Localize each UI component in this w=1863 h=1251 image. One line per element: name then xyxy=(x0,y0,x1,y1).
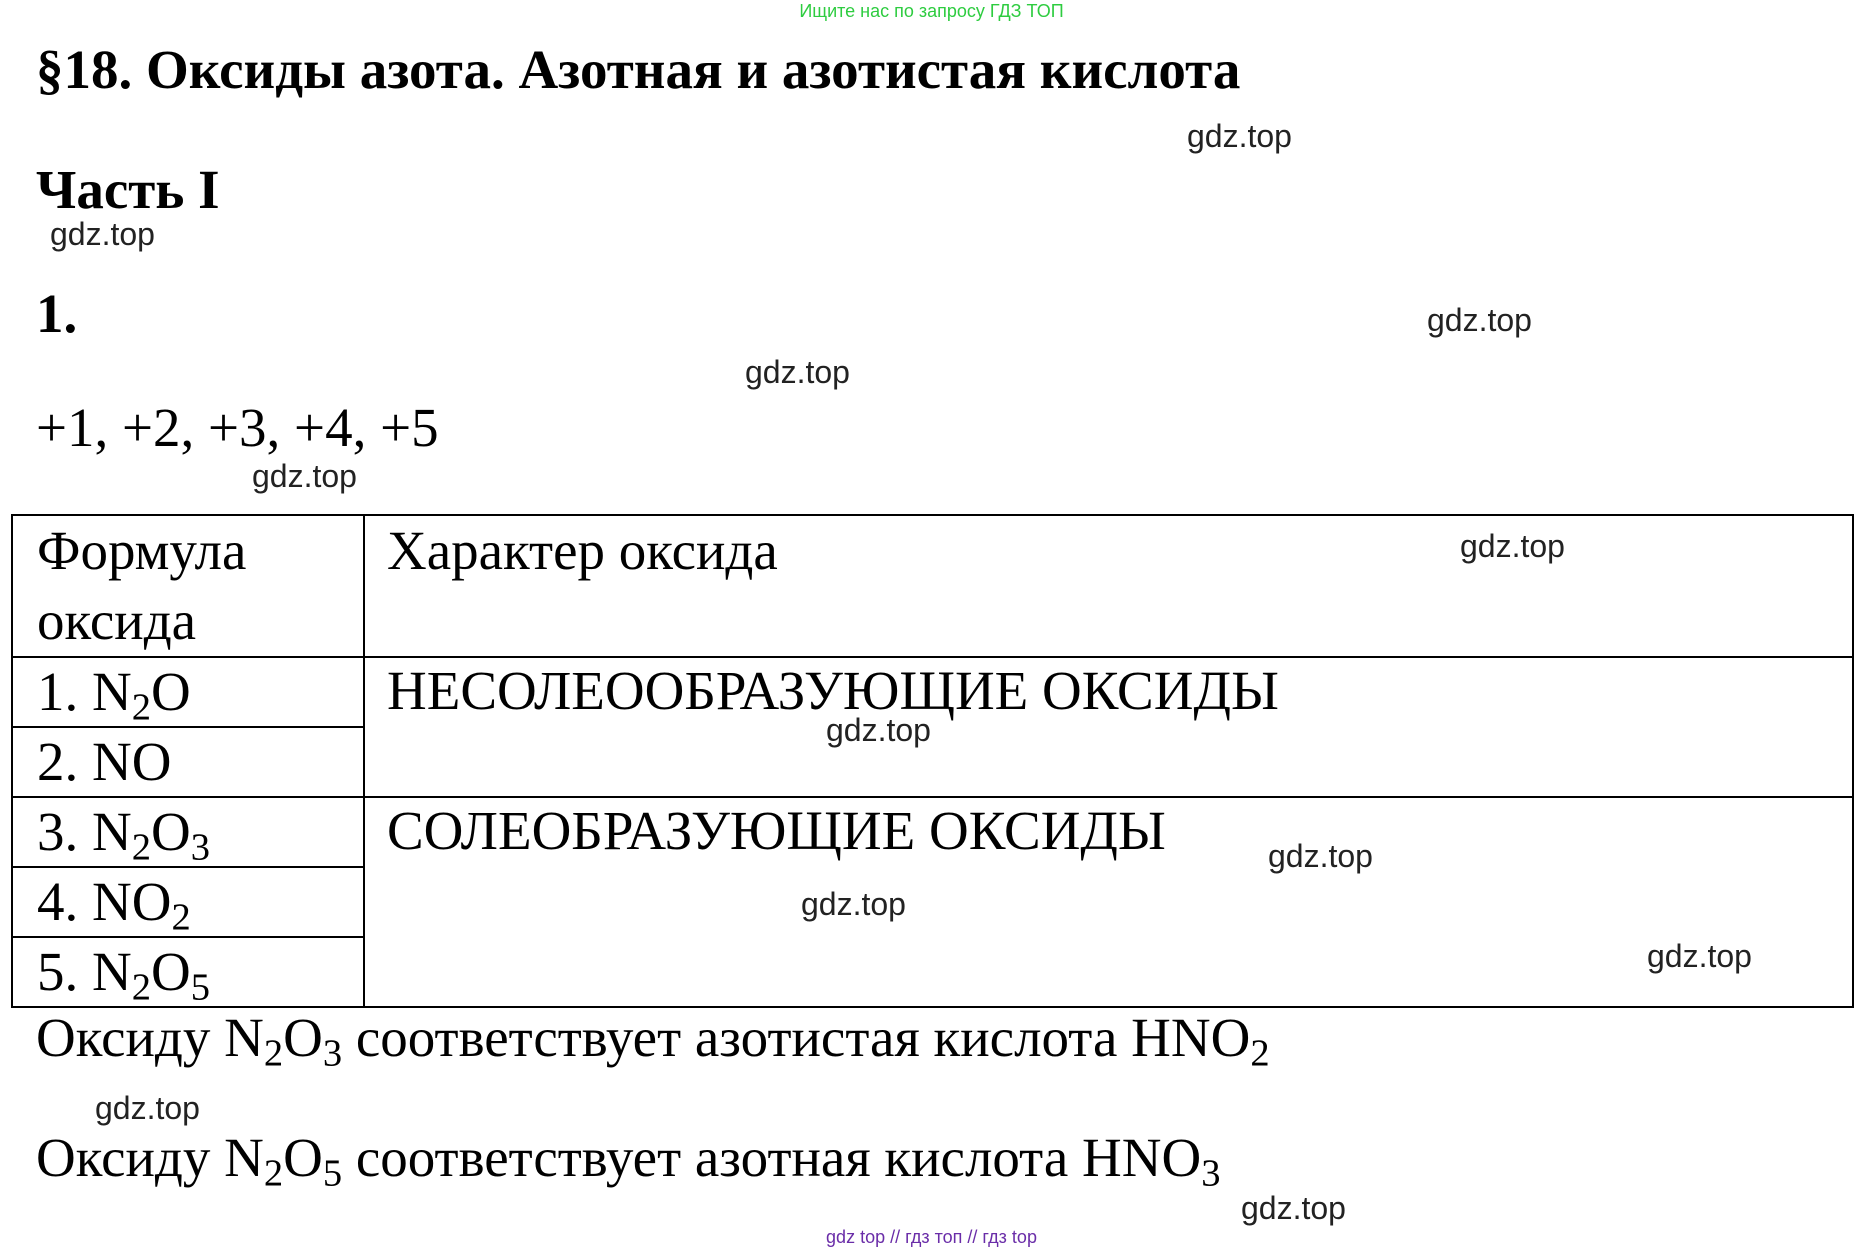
watermark: gdz.top xyxy=(95,1090,200,1126)
oxidation-states: +1, +2, +3, +4, +5 xyxy=(36,397,439,458)
statement-middle: соответствует азотистая кислота xyxy=(342,1007,1132,1068)
watermark: gdz.top xyxy=(826,712,931,748)
table-row xyxy=(12,657,1853,727)
top-banner[interactable]: Ищите нас по запросу ГДЗ ТОП xyxy=(799,1,1064,21)
formula-cell: 2. NO xyxy=(12,727,364,797)
watermark: gdz.top xyxy=(745,354,850,390)
oxide-formula: $N_2O_5$ xyxy=(224,1127,343,1195)
section-title: §18. Оксиды азота. Азотная и азотистая кислота xyxy=(36,39,1241,100)
group-non-salt-forming: НЕСОЛЕООБРАЗУЮЩИЕ ОКСИДЫ xyxy=(364,657,1853,797)
header-formula-line1: Формула xyxy=(37,520,247,581)
watermark: gdz.top xyxy=(1460,528,1565,564)
header-formula-line2: оксида xyxy=(37,590,197,651)
group-salt-forming: СОЛЕОБРАЗУЮЩИЕ ОКСИДЫ xyxy=(364,797,1853,1007)
statement-prefix: Оксиду xyxy=(36,1007,225,1068)
statement-nitric-acid xyxy=(36,1126,1221,1195)
watermark: gdz.top xyxy=(252,458,357,494)
watermark: gdz.top xyxy=(1187,118,1292,154)
formula-cell: 5. $N_2O_5$ xyxy=(12,937,364,1007)
watermark: gdz.top xyxy=(1268,838,1373,874)
formula-cell: 4. $NO_2$ xyxy=(12,867,364,937)
acid-formula: $HNO_2$ xyxy=(1131,1007,1270,1075)
table-row xyxy=(12,797,1853,867)
watermark: gdz.top xyxy=(1241,1190,1346,1226)
statement-prefix: Оксиду xyxy=(36,1127,225,1188)
statement-nitrous-acid xyxy=(36,1006,1270,1075)
acid-formula: $HNO_3$ xyxy=(1082,1127,1221,1195)
footer-links[interactable]: gdz top // гдз топ // гдз top xyxy=(826,1227,1037,1247)
header-character: Характер оксида xyxy=(364,515,1853,657)
oxide-formula: $N_2O_3$ xyxy=(224,1007,343,1075)
watermark: gdz.top xyxy=(801,886,906,922)
statement-middle: соответствует азотная кислота xyxy=(342,1127,1083,1188)
watermark: gdz.top xyxy=(1647,938,1752,974)
watermark: gdz.top xyxy=(1427,302,1532,338)
table-header-row xyxy=(12,515,1853,657)
formula-cell: 1. $N_2O$ xyxy=(12,657,364,727)
oxides-table xyxy=(11,514,1854,1008)
part-heading: Часть I xyxy=(36,159,220,220)
formula-cell: 3. $N_2O_3$ xyxy=(12,797,364,867)
watermark: gdz.top xyxy=(50,216,155,252)
task-number: 1. xyxy=(36,283,78,344)
header-formula xyxy=(12,515,364,657)
